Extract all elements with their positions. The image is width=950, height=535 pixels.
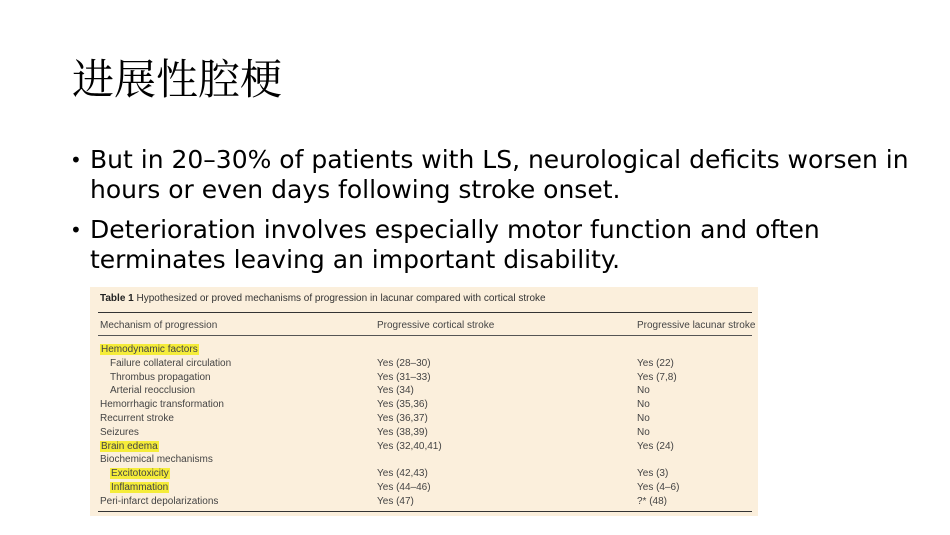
table-row [90, 453, 758, 467]
slide-title: 进展性腔梗 [72, 55, 283, 104]
table-top-rule [98, 312, 752, 313]
table-cell-mechanism [100, 412, 174, 426]
table-cell-mechanism [100, 495, 218, 509]
table-cell-lacunar: Yes (3) [637, 468, 669, 480]
bullet-dot-icon: • [70, 148, 82, 172]
table-header-mechanism: Mechanism of progression [100, 320, 218, 331]
table-cell-mechanism [110, 467, 170, 481]
table-cell-mechanism [100, 440, 159, 454]
cell-text: Seizures [100, 426, 139, 438]
table-header-cortical: Progressive cortical stroke [377, 320, 495, 331]
table-row [90, 481, 758, 495]
highlighted-text: Excitotoxicity [111, 468, 169, 480]
table-cell-cortical: Yes (44–46) [377, 482, 431, 493]
bullet-text: Deterioration involves especially motor function and often terminates leaving an important disability. [90, 215, 820, 274]
highlighted-text: Brain edema [101, 440, 158, 452]
table-cell-cortical: Yes (28–30) [377, 357, 431, 369]
table-cell-lacunar: Yes (22) [637, 357, 674, 369]
highlighted-text: Inflammation [111, 482, 169, 493]
cell-text: Recurrent stroke [100, 413, 174, 424]
table-row [90, 398, 758, 412]
table-cell-lacunar: No [637, 399, 650, 411]
table-row [90, 412, 758, 426]
table-cell-mechanism [100, 398, 224, 412]
table-cell-lacunar: Yes (24) [637, 440, 674, 452]
table-cell-mechanism [110, 384, 195, 398]
table-cell-cortical: Yes (31–33) [377, 371, 431, 383]
table-cell-lacunar: No [637, 413, 650, 424]
table-row [90, 384, 758, 398]
table-cell-mechanism [100, 343, 199, 357]
table-cell-mechanism [100, 453, 213, 467]
table-cell-lacunar: Yes (4–6) [637, 482, 680, 493]
table-caption [100, 293, 546, 304]
highlighted-text: Hemodynamic factors [101, 344, 198, 355]
table-row [90, 440, 758, 454]
table-cell-mechanism [110, 371, 211, 385]
table-cell-cortical: Yes (38,39) [377, 426, 428, 438]
table-header-rule [98, 335, 752, 336]
table-cell-lacunar: No [637, 426, 650, 438]
mechanism-table [90, 287, 758, 516]
table-bottom-rule [98, 511, 752, 512]
table-row [90, 426, 758, 440]
cell-text: Biochemical mechanisms [100, 454, 213, 466]
table-cell-cortical: Yes (35,36) [377, 399, 428, 411]
bullet-dot-icon: • [70, 218, 82, 242]
cell-text: Hemorrhagic transformation [100, 399, 224, 411]
table-row [90, 467, 758, 481]
table-cell-lacunar: No [637, 385, 650, 397]
table-cell-mechanism [110, 357, 231, 371]
table-header-lacunar: Progressive lacunar stroke [637, 320, 756, 331]
table-cell-cortical: Yes (32,40,41) [377, 440, 442, 452]
table-caption-text: Hypothesized or proved mechanisms of progression in lacunar compared with cortical stroke [136, 293, 546, 304]
table-caption-label: Table 1 [100, 293, 134, 304]
cell-text: Thrombus propagation [110, 371, 211, 383]
bullet-item [70, 145, 930, 205]
table-cell-cortical: Yes (36,37) [377, 413, 428, 424]
table-cell-lacunar: Yes (7,8) [637, 371, 677, 383]
bullet-item [70, 215, 930, 275]
table-cell-cortical: Yes (34) [377, 385, 414, 397]
bullet-text: But in 20–30% of patients with LS, neurological deficits worsen in hours or even days following stroke onset. [90, 145, 909, 204]
table-row [90, 343, 758, 357]
table-row [90, 495, 758, 509]
table-cell-lacunar: ?* (48) [637, 495, 668, 507]
table-row [90, 357, 758, 371]
cell-text: Arterial reocclusion [110, 385, 196, 397]
cell-text: Failure collateral circulation [110, 357, 232, 369]
bullet-list [70, 145, 930, 285]
cell-text: Peri-infarct depolarizations [100, 495, 219, 507]
table-row [90, 371, 758, 385]
table-cell-mechanism [100, 426, 139, 440]
table-cell-cortical: Yes (42,43) [377, 468, 428, 480]
table-cell-cortical: Yes (47) [377, 495, 414, 507]
table-cell-mechanism [110, 481, 169, 495]
